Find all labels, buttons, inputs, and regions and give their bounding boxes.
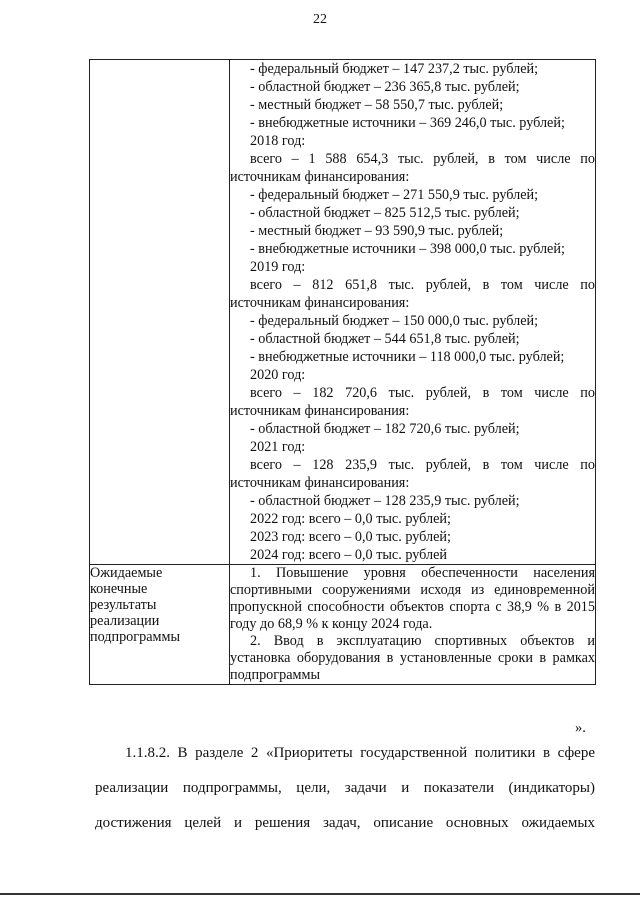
financing-line: - областной бюджет – 825 512,5 тыс. рублей; — [250, 205, 520, 221]
sources-line: источникам финансирования: — [230, 403, 410, 419]
financing-line: - внебюджетные источники – 118 000,0 тыс. рублей; — [250, 349, 565, 365]
financing-line: - федеральный бюджет – 147 237,2 тыс. рублей; — [250, 61, 539, 77]
sources-line: источникам финансирования: — [230, 169, 410, 185]
year-heading: 2018 год: — [250, 133, 306, 149]
total-line: всего – 182 720,6 тыс. рублей, в том числе по — [250, 385, 595, 401]
body-paragraph — [95, 736, 595, 841]
subprogram-passport-table — [89, 59, 596, 685]
page-number: 22 — [313, 12, 327, 27]
financing-line: - местный бюджет – 93 590,9 тыс. рублей; — [250, 223, 504, 239]
table-row-expected-results — [90, 565, 596, 685]
expected-results-text — [230, 565, 596, 685]
paragraph-line: реализации подпрограммы, цели, задачи и показатели (индикаторы) — [95, 780, 595, 796]
year-heading: 2020 год: — [250, 367, 306, 383]
total-line: всего – 812 651,8 тыс. рублей, в том числе по — [250, 277, 595, 293]
label-line: конечные — [90, 581, 148, 597]
total-line: всего – 1 588 654,3 тыс. рублей, в том числе по — [250, 151, 595, 167]
year-total-line: 2024 год: всего – 0,0 тыс. рублей — [250, 547, 447, 563]
paragraph-line: 1.1.8.2. В разделе 2 «Приоритеты государственной политики в сфере — [125, 745, 595, 761]
financing-line: - областной бюджет – 182 720,6 тыс. рублей; — [250, 421, 520, 437]
total-line: всего – 128 235,9 тыс. рублей, в том числе по — [250, 457, 595, 473]
label-line: Ожидаемые — [90, 565, 163, 581]
financing-line: - внебюджетные источники – 398 000,0 тыс. рублей; — [250, 241, 565, 257]
financing-label-cell — [90, 60, 230, 565]
year-heading: 2021 год: — [250, 439, 306, 455]
expected-result-item-2: 2. Ввод в эксплуатацию спортивных объектов и установка оборудования в установленные сроки в рамках подпрограммы — [230, 633, 595, 683]
label-line: результаты — [90, 597, 157, 613]
year-heading: 2019 год: — [250, 259, 306, 275]
expected-results-label — [90, 565, 230, 685]
financing-line: - областной бюджет – 128 235,9 тыс. рублей; — [250, 493, 520, 509]
financing-details-cell — [230, 60, 596, 565]
financing-line: - внебюджетные источники – 369 246,0 тыс. рублей; — [250, 115, 565, 131]
label-line: реализации — [90, 613, 160, 629]
table-row-financing — [90, 60, 596, 565]
sources-line: источникам финансирования: — [230, 475, 410, 491]
bottom-edge-line — [0, 893, 640, 895]
sources-line: источникам финансирования: — [230, 295, 410, 311]
year-total-line: 2022 год: всего – 0,0 тыс. рублей; — [250, 511, 451, 527]
label-line: подпрограммы — [90, 629, 180, 645]
financing-line: - местный бюджет – 58 550,7 тыс. рублей; — [250, 97, 504, 113]
financing-line: - областной бюджет – 544 651,8 тыс. рублей; — [250, 331, 520, 347]
year-total-line: 2023 год: всего – 0,0 тыс. рублей; — [250, 529, 451, 545]
expected-result-item-1: 1. Повышение уровня обеспеченности населения спортивными сооружениями исходя из единовременной пропускной способности объектов спорта с 38,9 % в 2015 году до 68,9 % к концу 2024 года. — [230, 565, 595, 632]
financing-line: - федеральный бюджет – 150 000,0 тыс. рублей; — [250, 313, 539, 329]
paragraph-line: достижения целей и решения задач, описание основных ожидаемых — [95, 815, 595, 831]
financing-line: - федеральный бюджет – 271 550,9 тыс. рублей; — [250, 187, 539, 203]
financing-line: - областной бюджет – 236 365,8 тыс. рублей; — [250, 79, 520, 95]
closing-quote: ». — [575, 720, 586, 736]
